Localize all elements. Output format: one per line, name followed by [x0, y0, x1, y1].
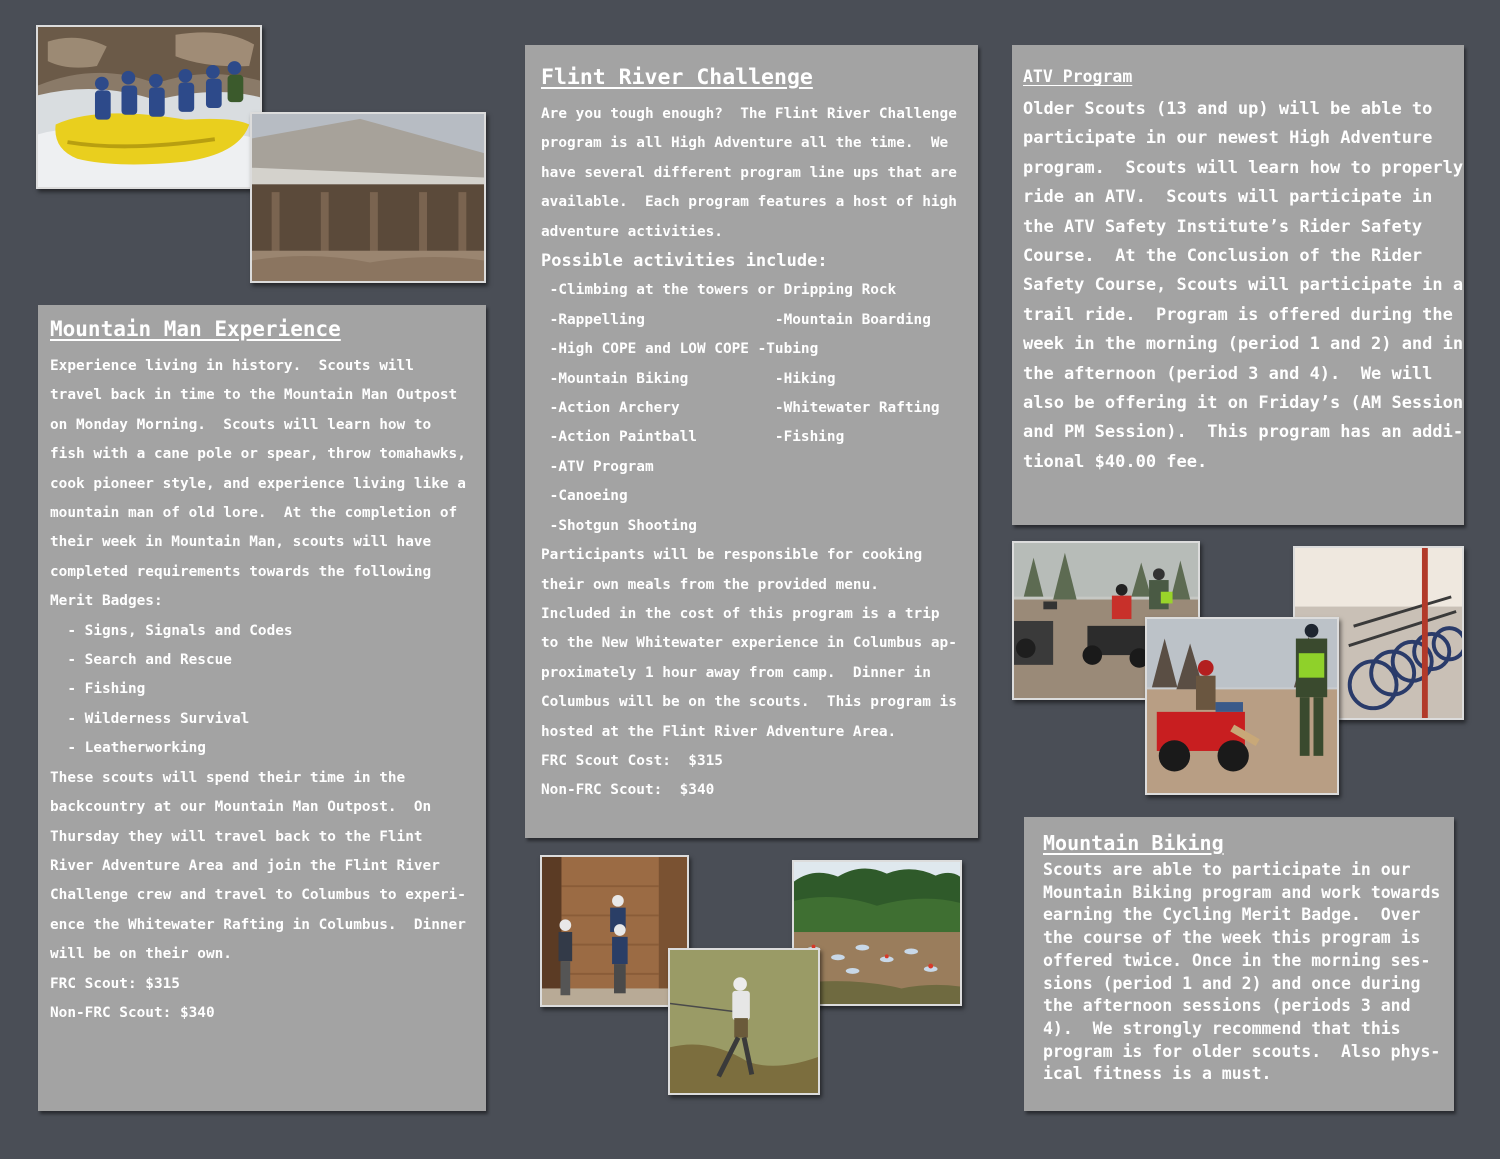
mountain-biking-line: earning the Cycling Merit Badge. Over	[1043, 905, 1421, 925]
merit-badge-item: - Signs, Signals and Codes	[50, 622, 293, 639]
mountain-biking-line: the course of the week this program is	[1043, 928, 1421, 948]
atv-line: also be offering it on Friday’s (AM Session	[1023, 393, 1464, 414]
climbing-wall-photo	[540, 855, 689, 1007]
flint-river-line: their own meals from the provided menu.	[541, 576, 879, 593]
flint-river-line: available. Each program features a host of high	[541, 194, 957, 211]
atv-panel	[1012, 45, 1464, 525]
activity-item: -ATV Program	[541, 458, 654, 475]
atv-line: and PM Session). This program has an addi-	[1023, 422, 1464, 443]
mountain-biking-line: Scouts are able to participate in our	[1043, 860, 1411, 879]
merit-badge-item: - Leatherworking	[50, 740, 206, 757]
mountain-biking-line: program is for older scouts. Also phys-	[1043, 1041, 1441, 1061]
rafting-photo	[36, 25, 262, 189]
mountain-man-line: Merit Badges:	[50, 593, 163, 610]
atv-line: ride an ATV. Scouts will participate in	[1023, 187, 1433, 208]
mountain-man-title: Mountain Man Experience	[50, 317, 341, 341]
cabin-photo	[250, 112, 486, 283]
non-frc-scout-cost: Non-FRC Scout: $340	[541, 782, 715, 799]
activity-item: -Mountain Biking -Hiking	[541, 370, 836, 387]
mountain-biking-line: 4). We strongly recommend that this	[1043, 1018, 1401, 1038]
flint-river-line: Are you tough enough? The Flint River Challenge	[541, 106, 957, 122]
flint-river-line: have several different program line ups that are	[541, 164, 957, 181]
atv-line: Safety Course, Scouts will participate in a	[1023, 275, 1464, 296]
flint-river-line: proximately 1 hour away from camp. Dinner in	[541, 664, 931, 681]
mountain-biking-line: the afternoon sessions (periods 3 and	[1043, 996, 1411, 1016]
flint-river-line: Included in the cost of this program is a trip	[541, 605, 940, 622]
flint-river-body	[541, 100, 957, 806]
mountain-man-body	[50, 352, 466, 1028]
atv-body	[1023, 95, 1463, 477]
mountain-man-line: completed requirements towards the following	[50, 563, 432, 580]
merit-badge-item: - Fishing	[50, 681, 146, 698]
mountain-man-panel	[38, 305, 486, 1111]
mountain-biking-title: Mountain Biking	[1043, 831, 1224, 855]
activities-heading: Possible activities include:	[541, 251, 828, 272]
atv-line: Course. At the Conclusion of the Rider	[1023, 246, 1423, 267]
mountain-man-line: travel back in time to the Mountain Man Outpost	[50, 387, 458, 404]
atv-line: week in the morning (period 1 and 2) and in	[1023, 334, 1464, 355]
mountain-biking-line: ical fitness is a must.	[1043, 1064, 1272, 1084]
mountain-man-line: Experience living in history. Scouts will	[50, 358, 414, 374]
mountain-man-line: will be on their own.	[50, 946, 232, 963]
atv-course-photo	[1145, 617, 1339, 795]
mountain-man-line: These scouts will spend their time in the	[50, 769, 406, 786]
activity-item: -Canoeing	[541, 488, 628, 505]
mountain-biking-panel	[1024, 817, 1454, 1111]
flint-river-line: program is all High Adventure all the time. We	[541, 135, 949, 152]
mountain-man-line: fish with a cane pole or spear, throw tomahawks,	[50, 446, 466, 463]
atv-line: Older Scouts (13 and up) will be able to	[1023, 99, 1433, 119]
mountain-biking-line: sions (period 1 and 2) and once during	[1043, 973, 1421, 993]
mountain-man-line: ence the Whitewater Rafting in Columbus. Dinner	[50, 916, 466, 933]
frc-scout-price: FRC Scout: $315	[50, 975, 180, 992]
mountain-man-line: River Adventure Area and join the Flint River	[50, 857, 440, 874]
atv-line: program. Scouts will learn how to properly	[1023, 157, 1464, 178]
flint-river-line: to the New Whitewater experience in Columbus ap-	[541, 635, 957, 652]
flint-river-line: adventure activities.	[541, 223, 723, 240]
flint-river-panel	[525, 45, 978, 838]
merit-badge-item: - Search and Rescue	[50, 652, 232, 669]
mountain-man-line: on Monday Morning. Scouts will learn how to	[50, 416, 432, 433]
mountain-man-line: cook pioneer style, and experience living like a	[50, 475, 466, 492]
atv-line: tional $40.00 fee.	[1023, 451, 1208, 472]
flint-river-line: Participants will be responsible for cooking	[541, 547, 923, 564]
flint-river-title: Flint River Challenge	[541, 65, 813, 90]
atv-line: the ATV Safety Institute’s Rider Safety	[1023, 216, 1423, 237]
rappelling-photo	[668, 948, 820, 1095]
mountain-man-line: Thursday they will travel back to the Flint	[50, 828, 423, 845]
atv-line: trail ride. Program is offered during the	[1023, 304, 1453, 325]
flint-river-line: hosted at the Flint River Adventure Area.	[541, 723, 897, 740]
activity-item: -Rappelling -Mountain Boarding	[541, 311, 931, 328]
atv-title: ATV Program	[1023, 67, 1133, 86]
mountain-man-line: mountain man of old lore. At the completion of	[50, 505, 458, 522]
flint-river-line: Columbus will be on the scouts. This program is	[541, 694, 957, 711]
activity-item: -High COPE and LOW COPE -Tubing	[541, 341, 819, 358]
atv-line: participate in our newest High Adventure	[1023, 128, 1433, 149]
activity-item: -Shotgun Shooting	[541, 517, 697, 534]
mountain-biking-line: offered twice. Once in the morning ses-	[1043, 950, 1431, 970]
mountain-biking-line: Mountain Biking program and work towards	[1043, 882, 1441, 902]
frc-scout-cost: FRC Scout Cost: $315	[541, 752, 723, 769]
mountain-man-line: backcountry at our Mountain Man Outpost. On	[50, 799, 432, 816]
activity-item: -Action Paintball -Fishing	[541, 429, 845, 446]
merit-badge-item: - Wilderness Survival	[50, 710, 250, 727]
mountain-biking-body	[1043, 859, 1440, 1086]
mountain-man-line: Challenge crew and travel to Columbus to experi-	[50, 887, 466, 904]
atv-line: the afternoon (period 3 and 4). We will	[1023, 363, 1433, 384]
non-frc-scout-price: Non-FRC Scout: $340	[50, 1004, 215, 1021]
mountain-man-line: their week in Mountain Man, scouts will have	[50, 534, 432, 551]
activity-item: -Climbing at the towers or Dripping Rock	[541, 282, 897, 299]
activity-item: -Action Archery -Whitewater Rafting	[541, 400, 940, 417]
